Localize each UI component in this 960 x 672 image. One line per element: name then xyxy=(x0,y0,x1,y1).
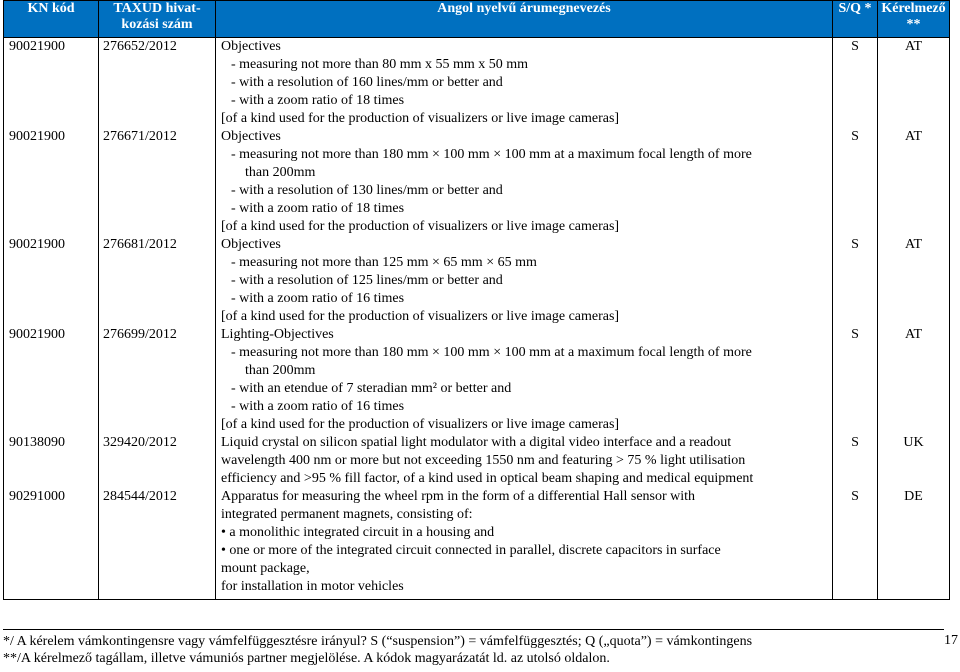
desc-line: Objectives xyxy=(221,39,281,54)
taxud-ref: 276671/2012 xyxy=(99,128,216,236)
desc-line: [of a kind used for the production of visualizers or live image cameras] xyxy=(221,417,620,432)
description xyxy=(216,38,833,129)
desc-line: - with a zoom ratio of 18 times xyxy=(231,201,405,216)
table-row xyxy=(4,236,950,326)
taxud-ref: 276699/2012 xyxy=(99,326,216,434)
taxud-ref: 276652/2012 xyxy=(99,38,216,129)
requester-code: UK xyxy=(878,434,950,488)
desc-line: Apparatus for measuring the wheel rpm in the form of a differential Hall sensor with xyxy=(221,489,696,504)
description xyxy=(216,128,833,236)
requester-code: AT xyxy=(878,236,950,326)
desc-line: Objectives xyxy=(221,129,281,144)
requester-code: AT xyxy=(878,38,950,129)
desc-line: wavelength 400 nm or more but not exceeding 1550 nm and featuring > 75 % light utilisation xyxy=(221,453,746,468)
table-row xyxy=(4,488,950,600)
desc-line: - measuring not more than 125 mm × 65 mm × 65 mm xyxy=(231,255,537,270)
header-requester: Kérelmező ** xyxy=(878,1,950,38)
desc-line: - with an etendue of 7 steradian mm² or better and xyxy=(231,381,512,396)
kn-code: 90021900 xyxy=(4,38,99,129)
header-kn-code: KN kód xyxy=(4,1,99,38)
desc-line: efficiency and >95 % fill factor, of a kind used in optical beam shaping and medical equipment xyxy=(221,471,754,486)
description xyxy=(216,236,833,326)
footnote-1: */ A kérelem vámkontingensre vagy vámfelfüggesztésre irányul? S (“suspension”) = vámfelfüggesztés; Q („quota”) = vámkontingens xyxy=(3,634,753,649)
sq-value: S xyxy=(833,434,878,488)
taxud-ref: 284544/2012 xyxy=(99,488,216,600)
sq-value: S xyxy=(833,38,878,129)
requester-code: AT xyxy=(878,326,950,434)
desc-line: - measuring not more than 180 mm × 100 mm × 100 mm at a maximum focal length of more xyxy=(231,345,752,360)
sq-value: S xyxy=(833,128,878,236)
requester-code: DE xyxy=(878,488,950,600)
desc-line: - with a zoom ratio of 16 times xyxy=(231,291,405,306)
kn-code: 90021900 xyxy=(4,128,99,236)
footnote-2: **/A kérelmező tagállam, illetve vámuniós partner megjelölése. A kódok magyarázatát ld. az utolsó oldalon. xyxy=(3,651,610,666)
header-sq: S/Q * xyxy=(833,1,878,38)
description xyxy=(216,326,833,434)
sq-value: S xyxy=(833,236,878,326)
desc-line: - measuring not more than 80 mm x 55 mm x 50 mm xyxy=(231,57,529,72)
desc-line: Objectives xyxy=(221,237,281,252)
desc-line: than 200mm xyxy=(245,165,316,180)
header-description: Angol nyelvű árumegnevezés xyxy=(216,1,833,38)
desc-line: • a monolithic integrated circuit in a housing and xyxy=(221,525,495,540)
requester-code: AT xyxy=(878,128,950,236)
desc-line: than 200mm xyxy=(245,363,316,378)
desc-line: - measuring not more than 180 mm × 100 mm × 100 mm at a maximum focal length of more xyxy=(231,147,752,162)
kn-code: 90021900 xyxy=(4,326,99,434)
description xyxy=(216,434,833,488)
kn-code: 90291000 xyxy=(4,488,99,600)
desc-line: integrated permanent magnets, consisting of: xyxy=(221,507,473,522)
footnotes xyxy=(3,629,944,667)
table-row xyxy=(4,434,950,488)
desc-line: Lighting-Objectives xyxy=(221,327,334,342)
sq-value: S xyxy=(833,488,878,600)
desc-line: [of a kind used for the production of visualizers or live image cameras] xyxy=(221,219,620,234)
desc-line: - with a zoom ratio of 16 times xyxy=(231,399,405,414)
kn-code: 90021900 xyxy=(4,236,99,326)
header-taxud-ref: TAXUD hivat-kozási szám xyxy=(99,1,216,38)
table-header-row xyxy=(4,1,950,38)
desc-line: - with a resolution of 125 lines/mm or better and xyxy=(231,273,503,288)
desc-line: • one or more of the integrated circuit connected in parallel, discrete capacitors in surface xyxy=(221,543,721,558)
description xyxy=(216,488,833,600)
page-number: 17 xyxy=(944,633,958,648)
table-row xyxy=(4,128,950,236)
taxud-ref: 329420/2012 xyxy=(99,434,216,488)
sq-value: S xyxy=(833,326,878,434)
desc-line: [of a kind used for the production of visualizers or live image cameras] xyxy=(221,309,620,324)
desc-line: mount package, xyxy=(221,561,310,576)
table-row xyxy=(4,326,950,434)
desc-line: for installation in motor vehicles xyxy=(221,579,404,594)
table-row xyxy=(4,38,950,129)
desc-line: - with a resolution of 130 lines/mm or better and xyxy=(231,183,503,198)
taxud-ref: 276681/2012 xyxy=(99,236,216,326)
desc-line: - with a resolution of 160 lines/mm or better and xyxy=(231,75,503,90)
goods-table xyxy=(3,0,950,600)
desc-line: Liquid crystal on silicon spatial light modulator with a digital video interface and a readout xyxy=(221,435,732,450)
desc-line: [of a kind used for the production of visualizers or live image cameras] xyxy=(221,111,620,126)
desc-line: - with a zoom ratio of 18 times xyxy=(231,93,405,108)
kn-code: 90138090 xyxy=(4,434,99,488)
